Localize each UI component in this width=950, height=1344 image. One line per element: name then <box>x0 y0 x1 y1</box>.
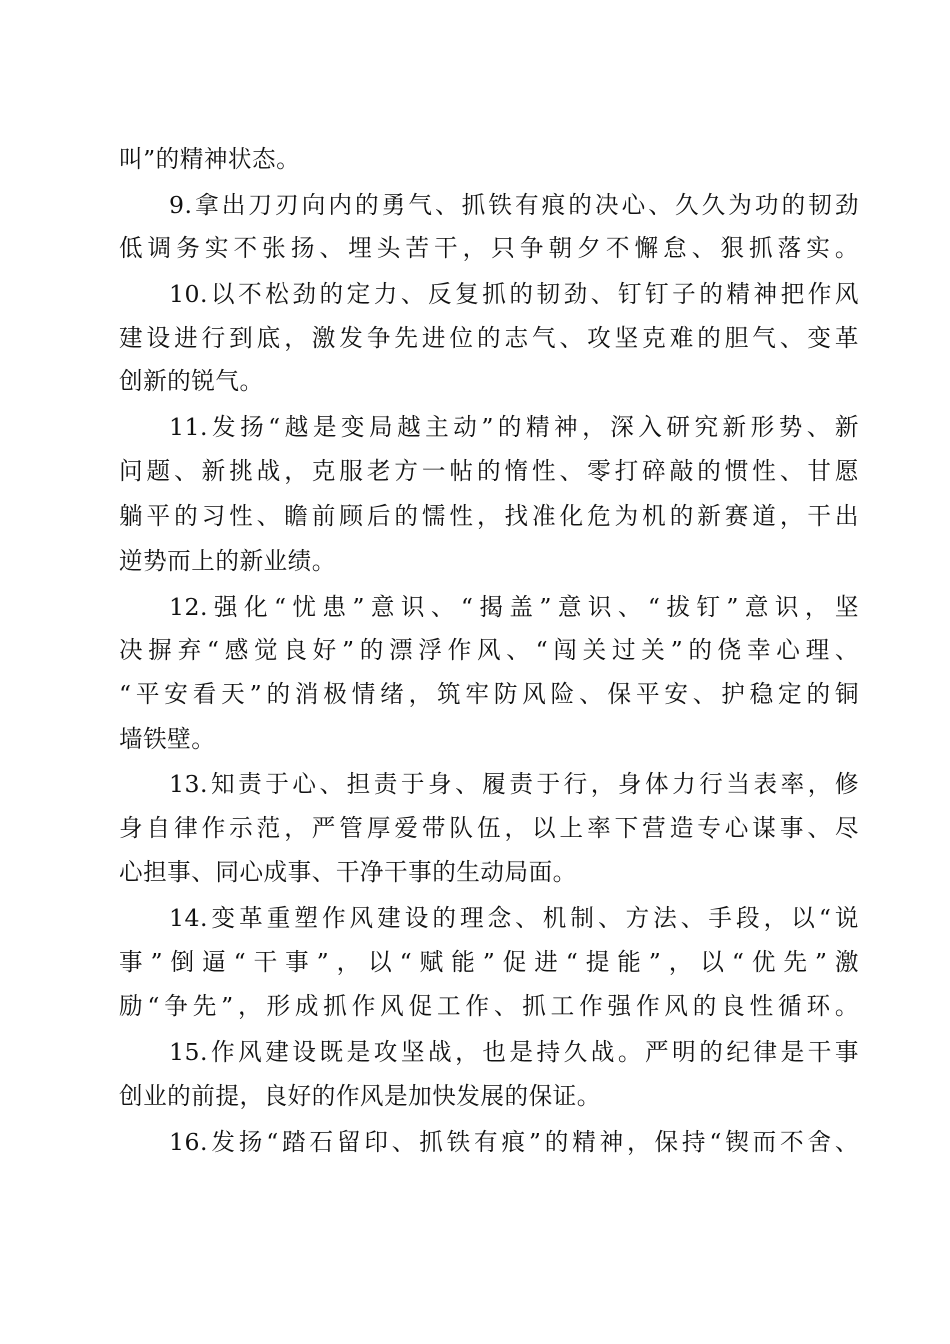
paragraph-11-line-1: 11.发扬“越是变局越主动”的精神，深入研究新形势、新 <box>169 413 859 441</box>
paragraph-11-line-3: 躺平的习性、瞻前顾后的懦性，找准化危为机的新赛道，干出 <box>119 502 859 530</box>
paragraph-12-line-3: “平安看天”的消极情绪，筑牢防风险、保平安、护稳定的铜 <box>119 680 859 708</box>
paragraph-11-line-2: 问题、新挑战，克服老方一帖的惰性、零打碎敲的惯性、甘愿 <box>119 457 859 485</box>
paragraph-9-line-2: 低调务实不张扬、埋头苦干，只争朝夕不懈怠、狠抓落实。 <box>119 234 859 262</box>
paragraph-8-end-line-1: 叫”的精神状态。 <box>119 145 301 173</box>
paragraph-10-line-1: 10.以不松劲的定力、反复抓的韧劲、钉钉子的精神把作风 <box>169 280 859 308</box>
paragraph-16-line-1: 16.发扬“踏石留印、抓铁有痕”的精神，保持“锲而不舍、 <box>169 1128 859 1156</box>
paragraph-11-line-4: 逆势而上的新业绩。 <box>119 547 336 575</box>
paragraph-10-line-3: 创新的锐气。 <box>119 367 264 395</box>
paragraph-10-line-2: 建设进行到底，激发争先进位的志气、攻坚克难的胆气、变革 <box>119 324 859 352</box>
paragraph-9-line-1: 9.拿出刀刃向内的勇气、抓铁有痕的决心、久久为功的韧劲 <box>169 191 859 219</box>
paragraph-13-line-1: 13.知责于心、担责于身、履责于行，身体力行当表率，修 <box>169 770 859 798</box>
paragraph-13-line-2: 身自律作示范，严管厚爱带队伍，以上率下营造专心谋事、尽 <box>119 814 859 842</box>
paragraph-14-line-2: 事”倒逼“干事”，以“赋能”促进“提能”，以“优先”激 <box>119 948 859 976</box>
paragraph-15-line-1: 15.作风建设既是攻坚战，也是持久战。严明的纪律是干事 <box>169 1038 859 1066</box>
paragraph-12-line-2: 决摒弃“感觉良好”的漂浮作风、“闯关过关”的侥幸心理、 <box>119 636 859 664</box>
paragraph-12-line-1: 12.强化“忧患”意识、“揭盖”意识、“拔钉”意识，坚 <box>169 593 859 621</box>
paragraph-14-line-1: 14.变革重塑作风建设的理念、机制、方法、手段，以“说 <box>169 904 859 932</box>
paragraph-14-line-3: 励“争先”，形成抓作风促工作、抓工作强作风的良性循环。 <box>119 992 859 1020</box>
paragraph-13-line-3: 心担事、同心成事、干净干事的生动局面。 <box>119 858 577 886</box>
paragraph-15-line-2: 创业的前提，良好的作风是加快发展的保证。 <box>119 1082 601 1110</box>
paragraph-12-line-4: 墙铁壁。 <box>119 725 216 753</box>
